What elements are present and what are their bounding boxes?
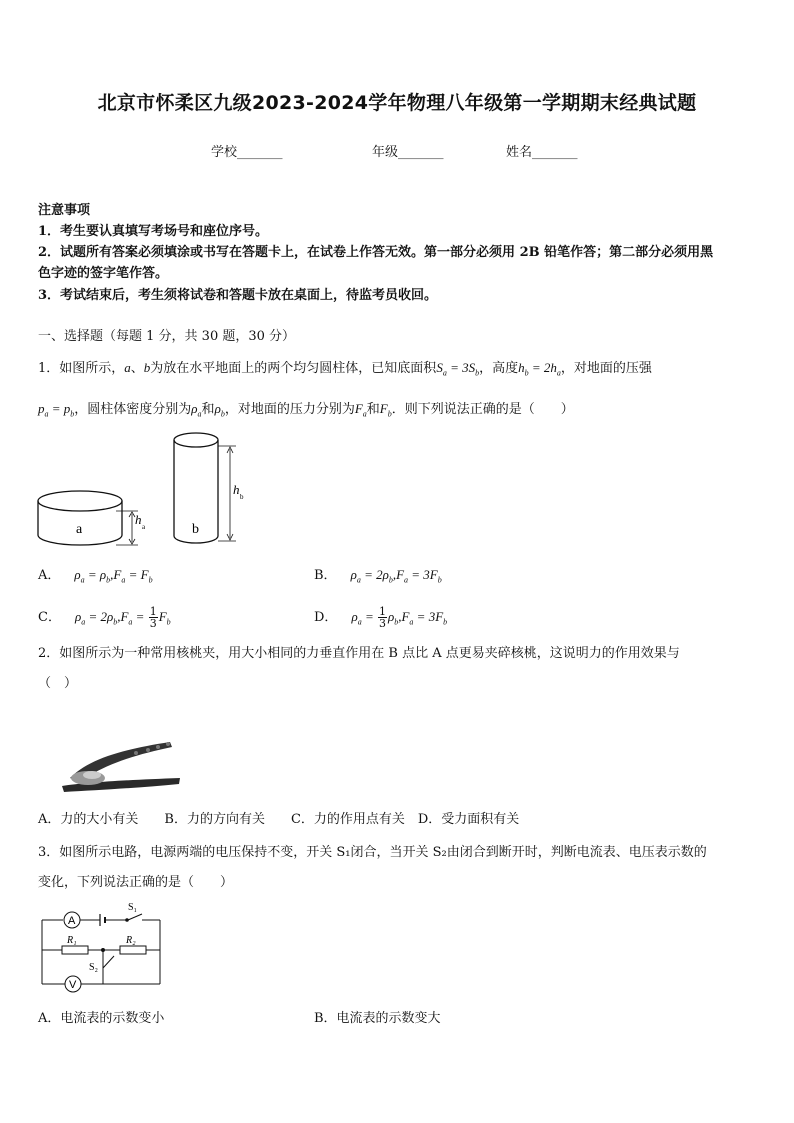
q3-option-a[interactable]: A．电流表的示数变小	[38, 1011, 165, 1026]
page-title: 北京市怀柔区九级2023-2024学年物理八年级第一学期期末经典试题	[97, 92, 697, 114]
label-ha: h	[135, 512, 142, 527]
r1-label: R₁	[67, 935, 77, 946]
q1-option-d[interactable]: D． $\rho_a$ = $\frac{1}{3}$ $\rho_b,F_a = 3F_b$	[314, 605, 448, 630]
label-b: b	[192, 522, 199, 537]
q1-line1: 1．如图所示，a、b为放在水平地面上的两个均匀圆柱体，已知底面积$S_a = 3S_b$，高度$h_b = 2h_a$，对地面的压强	[38, 360, 652, 378]
label-a: a	[76, 522, 83, 537]
q1-option-a[interactable]: A． $\rho_a = \rho_b,F_a = F_b$	[38, 567, 153, 585]
voltmeter-label: V	[69, 979, 77, 991]
q2-options: A．力的大小有关 B．力的方向有关 C．力的作用点有关 D．受力面积有关	[38, 812, 520, 827]
grade-field: 年级_______	[372, 145, 444, 160]
s2-label: S₂	[89, 962, 99, 973]
q3-circuit-diagram	[36, 898, 168, 998]
section-heading: 一、选择题（每题 1 分，共 30 题，30 分）	[38, 329, 296, 344]
svg-text:a: a	[142, 523, 146, 531]
school-field: 学校_______	[211, 145, 283, 160]
label-hb: h	[233, 482, 240, 497]
q3-line2: 变化，下列说法正确的是（ ）	[38, 875, 234, 890]
q2-line1: 2．如图所示为一种常用核桃夹，用大小相同的力垂直作用在 B 点比 A 点更易夹碎核桃，这说明力的作用效果与	[38, 646, 680, 661]
s1-label: S₁	[128, 902, 138, 913]
r2-label: R₂	[126, 935, 136, 946]
name-field: 姓名_______	[506, 145, 578, 160]
nutcracker-image	[58, 738, 183, 796]
note-item: 1．考生要认真填写考场号和座位序号。	[38, 224, 269, 239]
svg-text:b: b	[240, 493, 244, 501]
q3-line1: 3．如图所示电路，电源两端的电压保持不变，开关 S₁闭合，当开关 S₂由闭合到断开时，判断电流表、电压表示数的	[38, 845, 707, 860]
q3-option-b[interactable]: B．电流表的示数变大	[314, 1011, 441, 1026]
q1-cylinders-figure	[30, 428, 290, 548]
note-item: 2．试题所有答案必须填涂或书写在答题卡上，在试卷上作答无效。第一部分必须用 2B 铅笔作答；第二部分必须用黑	[38, 245, 714, 260]
q1-option-c[interactable]: C． $\rho_a = 2\rho_b,F_a$ = $\frac{1}{3}$ $F_b$	[38, 605, 171, 630]
q2-line2: （ ）	[38, 676, 78, 691]
q1-option-b[interactable]: B． $\rho_a = 2\rho_b,F_a = 3F_b$	[314, 567, 442, 585]
notes-heading: 注意事项	[38, 203, 91, 218]
note-item: 色字迹的签字笔作答。	[38, 266, 169, 281]
note-item: 3．考试结束后，考生须将试卷和答题卡放在桌面上，待监考员收回。	[38, 288, 438, 303]
q1-line2: $p_a = p_b$，圆柱体密度分别为$\rho_a$和$\rho_b$，对地面的压力分别为$F_a$和$F_b$．则下列说法正确的是（ ）	[38, 401, 574, 419]
ammeter-label: A	[68, 915, 76, 927]
